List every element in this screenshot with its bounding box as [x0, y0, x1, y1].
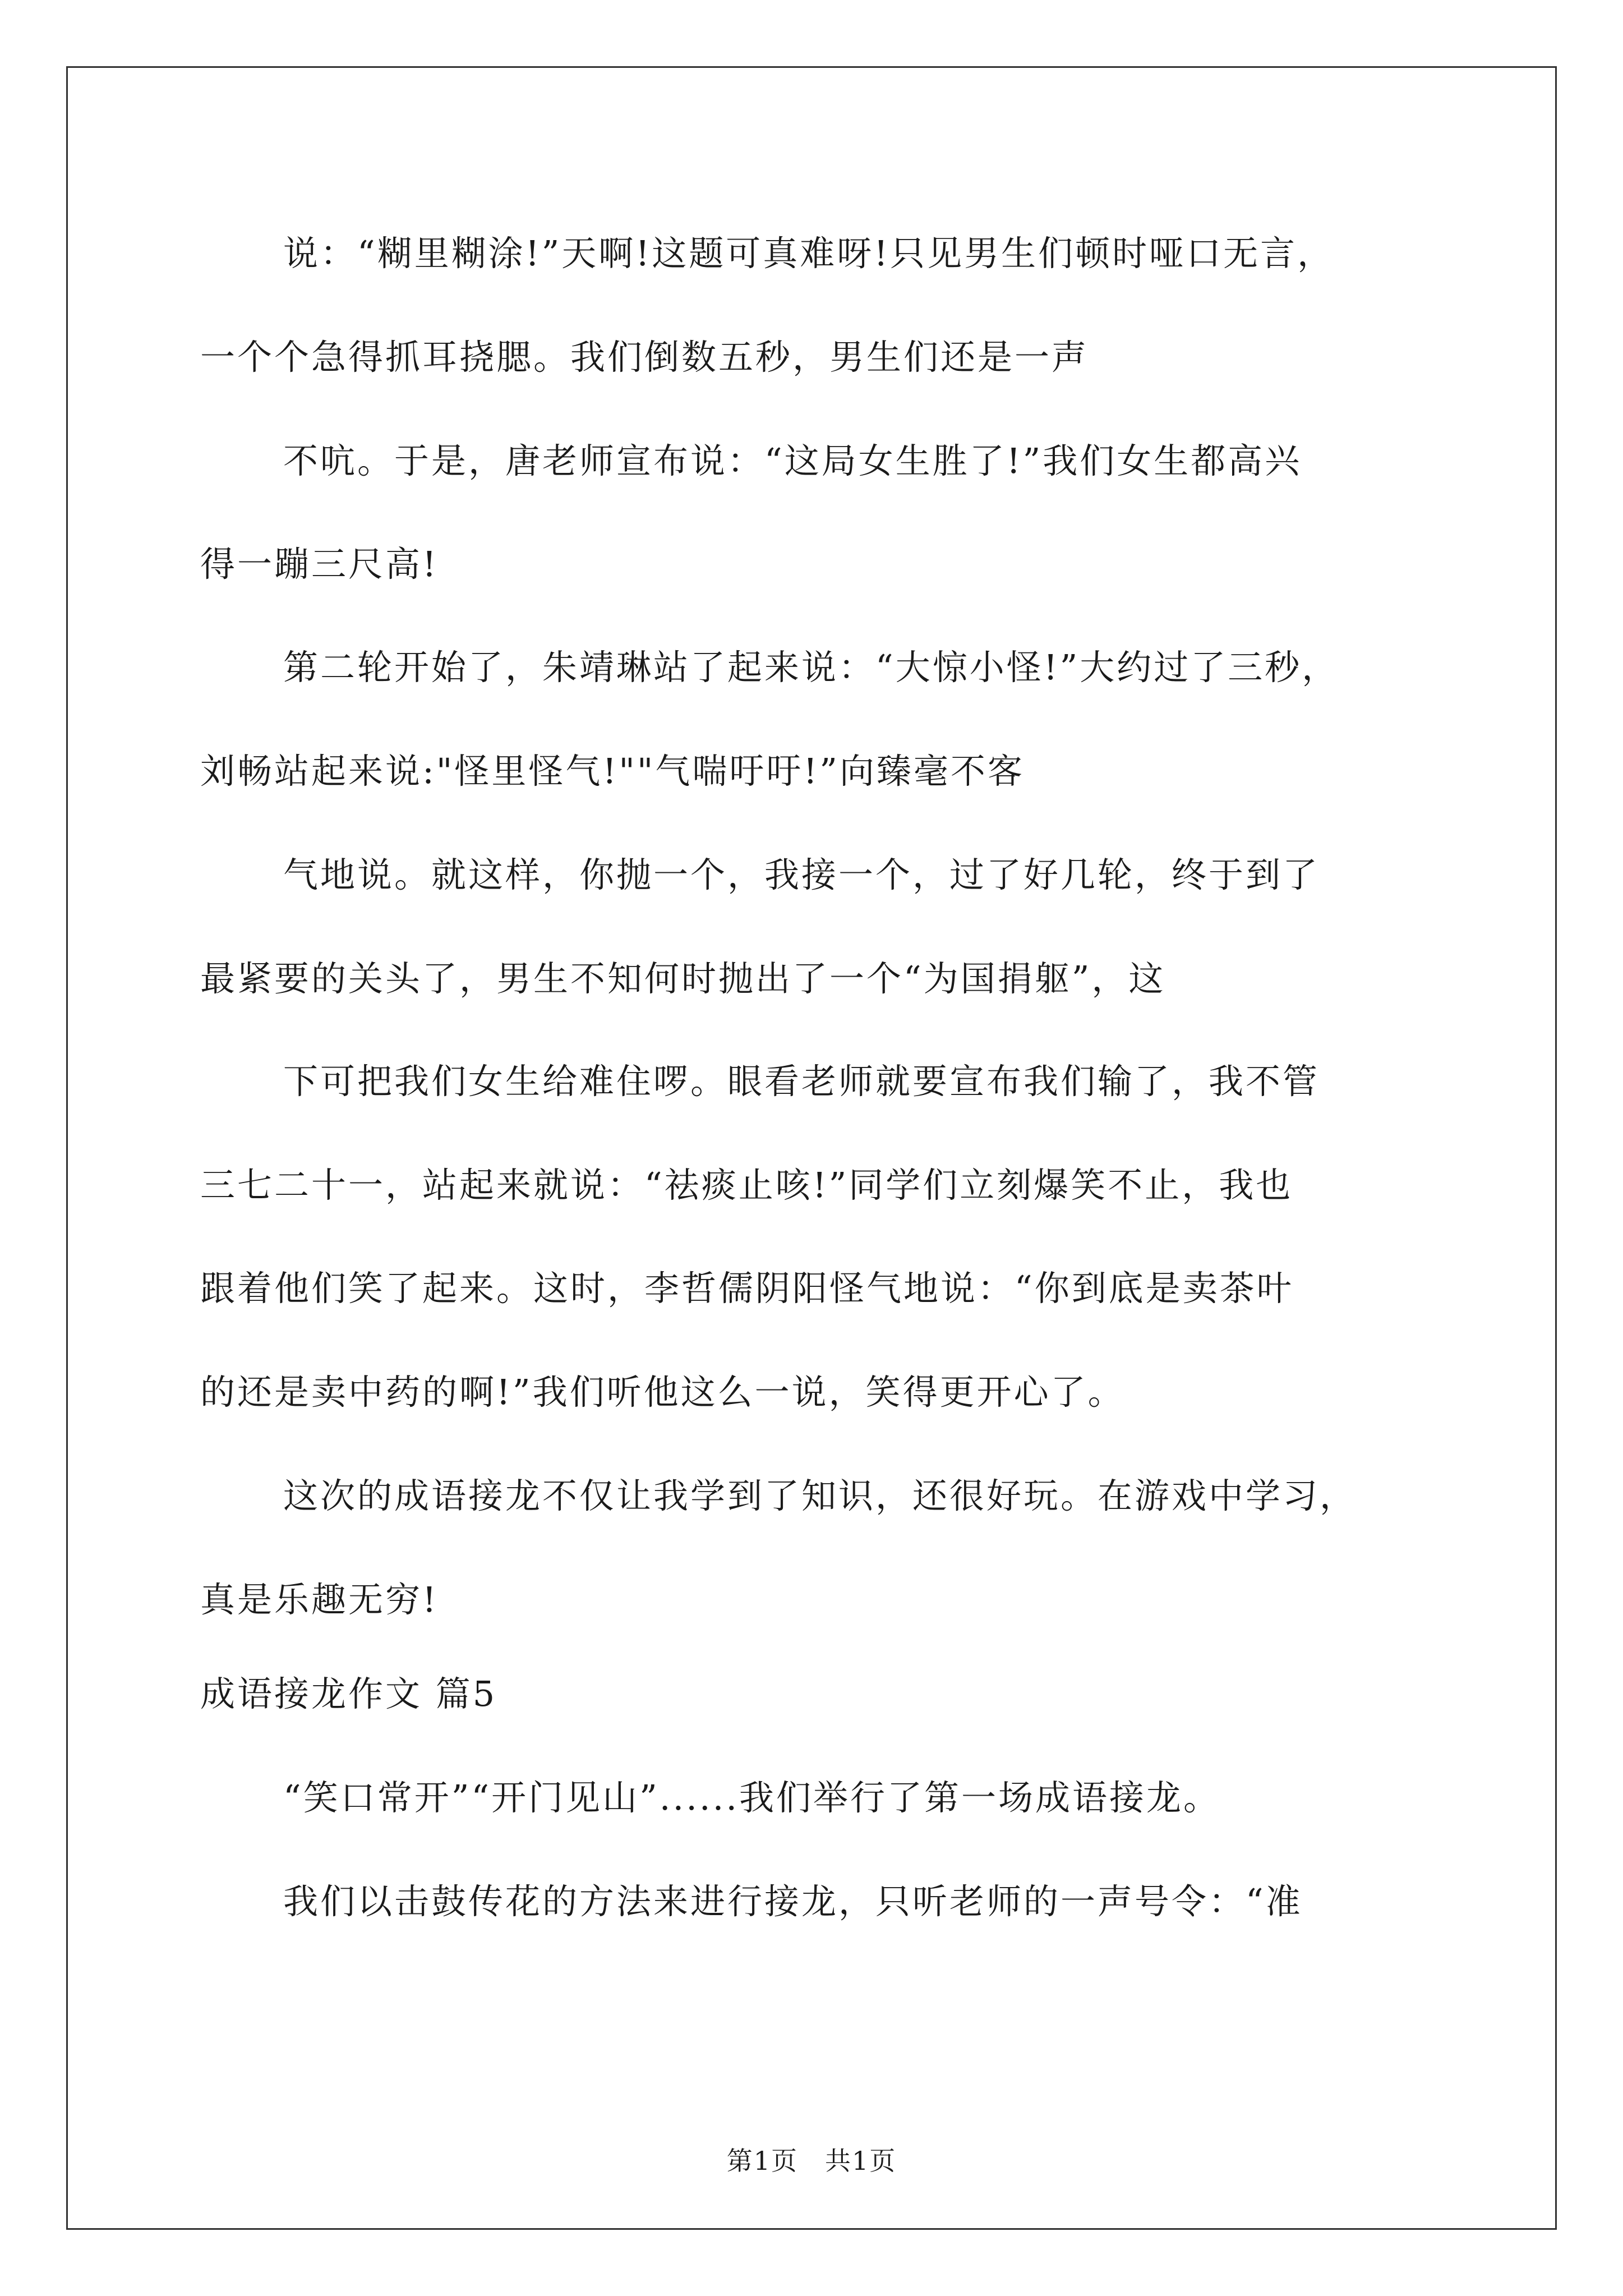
text-line-14: 真是乐趣无穷!	[200, 1579, 439, 1620]
text-line-17: 我们以击鼓传花的方法来进行接龙，只听老师的一声号令：“准	[283, 1881, 1303, 1922]
text-line-4: 得一蹦三尺高!	[200, 544, 439, 585]
text-line-6: 刘畅站起来说:"怪里怪气!""气喘吁吁!”向臻毫不客	[200, 751, 1025, 792]
text-line-7: 气地说。就这样，你抛一个，我接一个，过了好几轮，终于到了	[283, 854, 1320, 895]
text-line-3: 不吭。于是，唐老师宣布说：“这局女生胜了!”我们女生都高兴	[283, 440, 1302, 481]
text-line-5: 第二轮开始了，朱靖琳站了起来说：“大惊小怪!”大约过了三秒，	[283, 647, 1339, 688]
text-line-12: 的还是卖中药的啊!”我们听他这么一说，笑得更开心了。	[200, 1372, 1125, 1412]
text-line-16: “笑口常开”“开门见山”......我们举行了第一场成语接龙。	[283, 1777, 1221, 1818]
text-line-1: 说：“糊里糊涂!”天啊!这题可真难呀!只见男生们顿时哑口无言，	[283, 233, 1335, 274]
text-line-2: 一个个急得抓耳挠腮。我们倒数五秒，男生们还是一声	[200, 337, 1089, 378]
page-footer: 第1页 共1页	[726, 2146, 897, 2176]
text-line-11: 跟着他们笑了起来。这时，李哲儒阴阳怪气地说：“你到底是卖茶叶	[200, 1268, 1294, 1309]
text-line-13: 这次的成语接龙不仅让我学到了知识，还很好玩。在游戏中学习，	[283, 1475, 1357, 1516]
section-heading: 成语接龙作文 篇5	[200, 1673, 497, 1714]
text-line-8: 最紧要的关头了，男生不知何时抛出了一个“为国捐躯”，这	[200, 958, 1166, 999]
text-line-9: 下可把我们女生给难住啰。眼看老师就要宣布我们输了，我不管	[283, 1061, 1320, 1102]
text-line-10: 三七二十一，站起来就说：“祛痰止咳!”同学们立刻爆笑不止，我也	[200, 1165, 1293, 1205]
